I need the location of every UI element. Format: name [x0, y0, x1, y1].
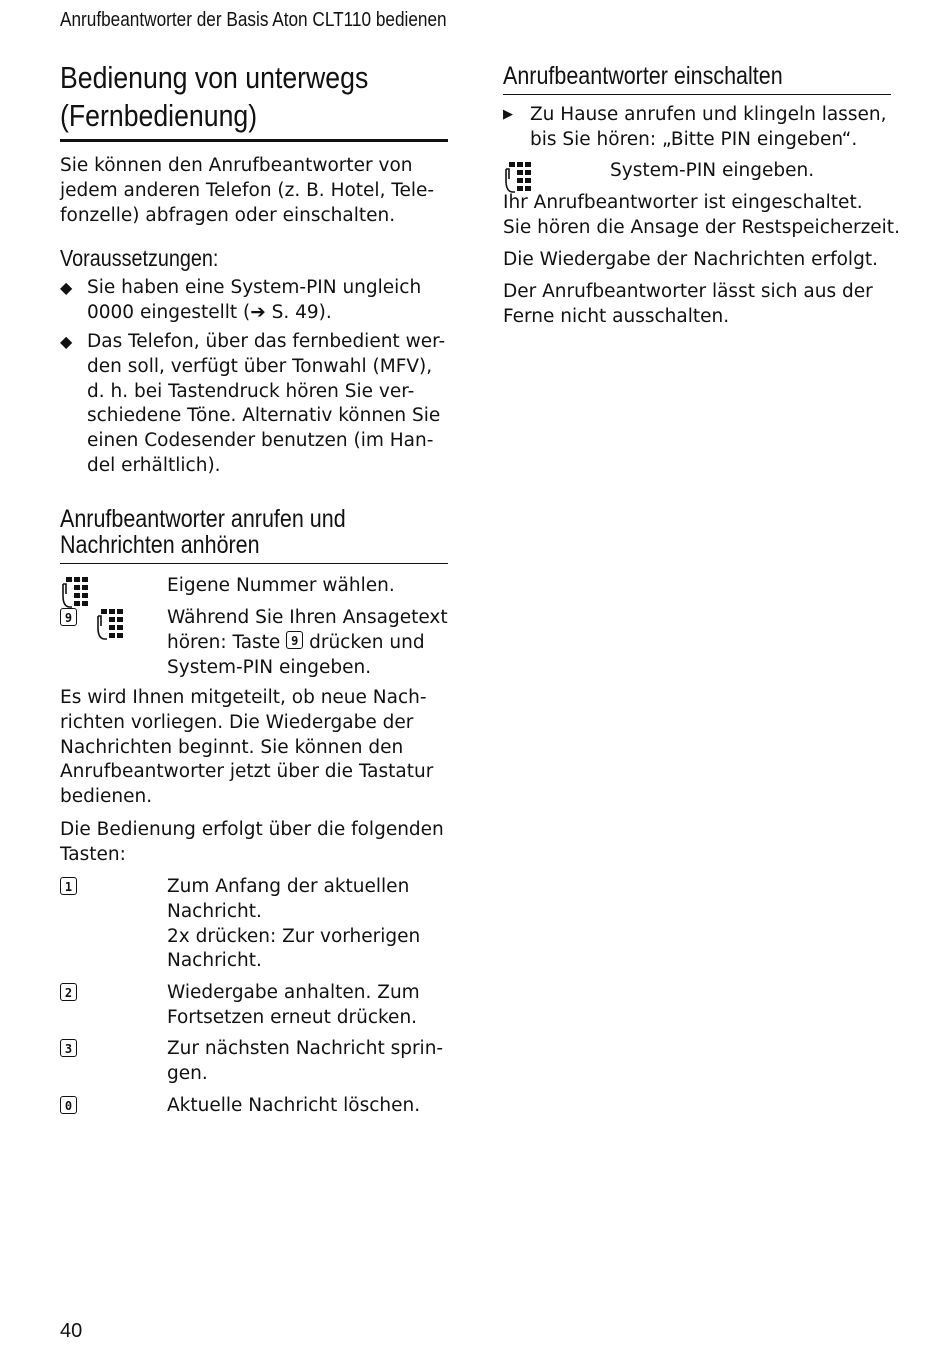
key-3-icon: 3: [60, 1039, 77, 1057]
status-paragraph: Ihr Anrufbeantworter ist eingeschaltet. Sie hören die Ansage der Restspeicherzeit.: [503, 192, 900, 238]
section-heading-call: Anrufbeantworter anrufen und Nachrichten anhören: [60, 506, 448, 564]
playback-paragraph: Die Wiedergabe der Nachrichten erfolgt.: [503, 249, 878, 270]
keypad-icon: [503, 161, 533, 195]
key-1-icon: 1: [60, 877, 77, 895]
running-header: Anrufbeantworter der Basis Aton CLT110 bedienen: [60, 9, 447, 31]
keys-intro-paragraph: Die Bedienung erfolgt über die folgenden Tasten:: [60, 819, 444, 865]
keypad-icon: [95, 608, 125, 642]
intro-paragraph: Sie können den Anrufbeantworter von jedem anderen Telefon (z. B. Hotel, Tele- fonzelle) abfragen oder einschalten.: [60, 155, 435, 226]
triangle-arrow-icon: ▶: [503, 107, 513, 122]
key-2-icon: 2: [60, 983, 77, 1001]
keypad-icon: [60, 576, 90, 610]
prerequisites-heading: Voraussetzungen:: [60, 245, 219, 271]
diamond-bullet-icon: ◆: [60, 278, 73, 297]
page-title: Bedienung von unterwegs (Fernbedienung): [60, 59, 448, 142]
key-0-icon: 0: [60, 1096, 77, 1114]
section-heading-switch-on: Anrufbeantworter einschalten: [503, 63, 891, 95]
note-paragraph: Der Anrufbeantworter lässt sich aus der Ferne nicht ausschalten.: [503, 281, 873, 327]
diamond-bullet-icon: ◆: [60, 332, 73, 351]
info-paragraph: Es wird Ihnen mitgeteilt, ob neue Nach- richten vorliegen. Die Wiedergabe der Nachrichten beginnt. Sie können den Anrufbeantworter jetzt über die Tastatur bedienen.: [60, 687, 434, 808]
key-9-icon: 9: [286, 631, 303, 649]
key-9-icon: 9: [60, 608, 77, 626]
page-number: 40: [60, 1320, 83, 1342]
